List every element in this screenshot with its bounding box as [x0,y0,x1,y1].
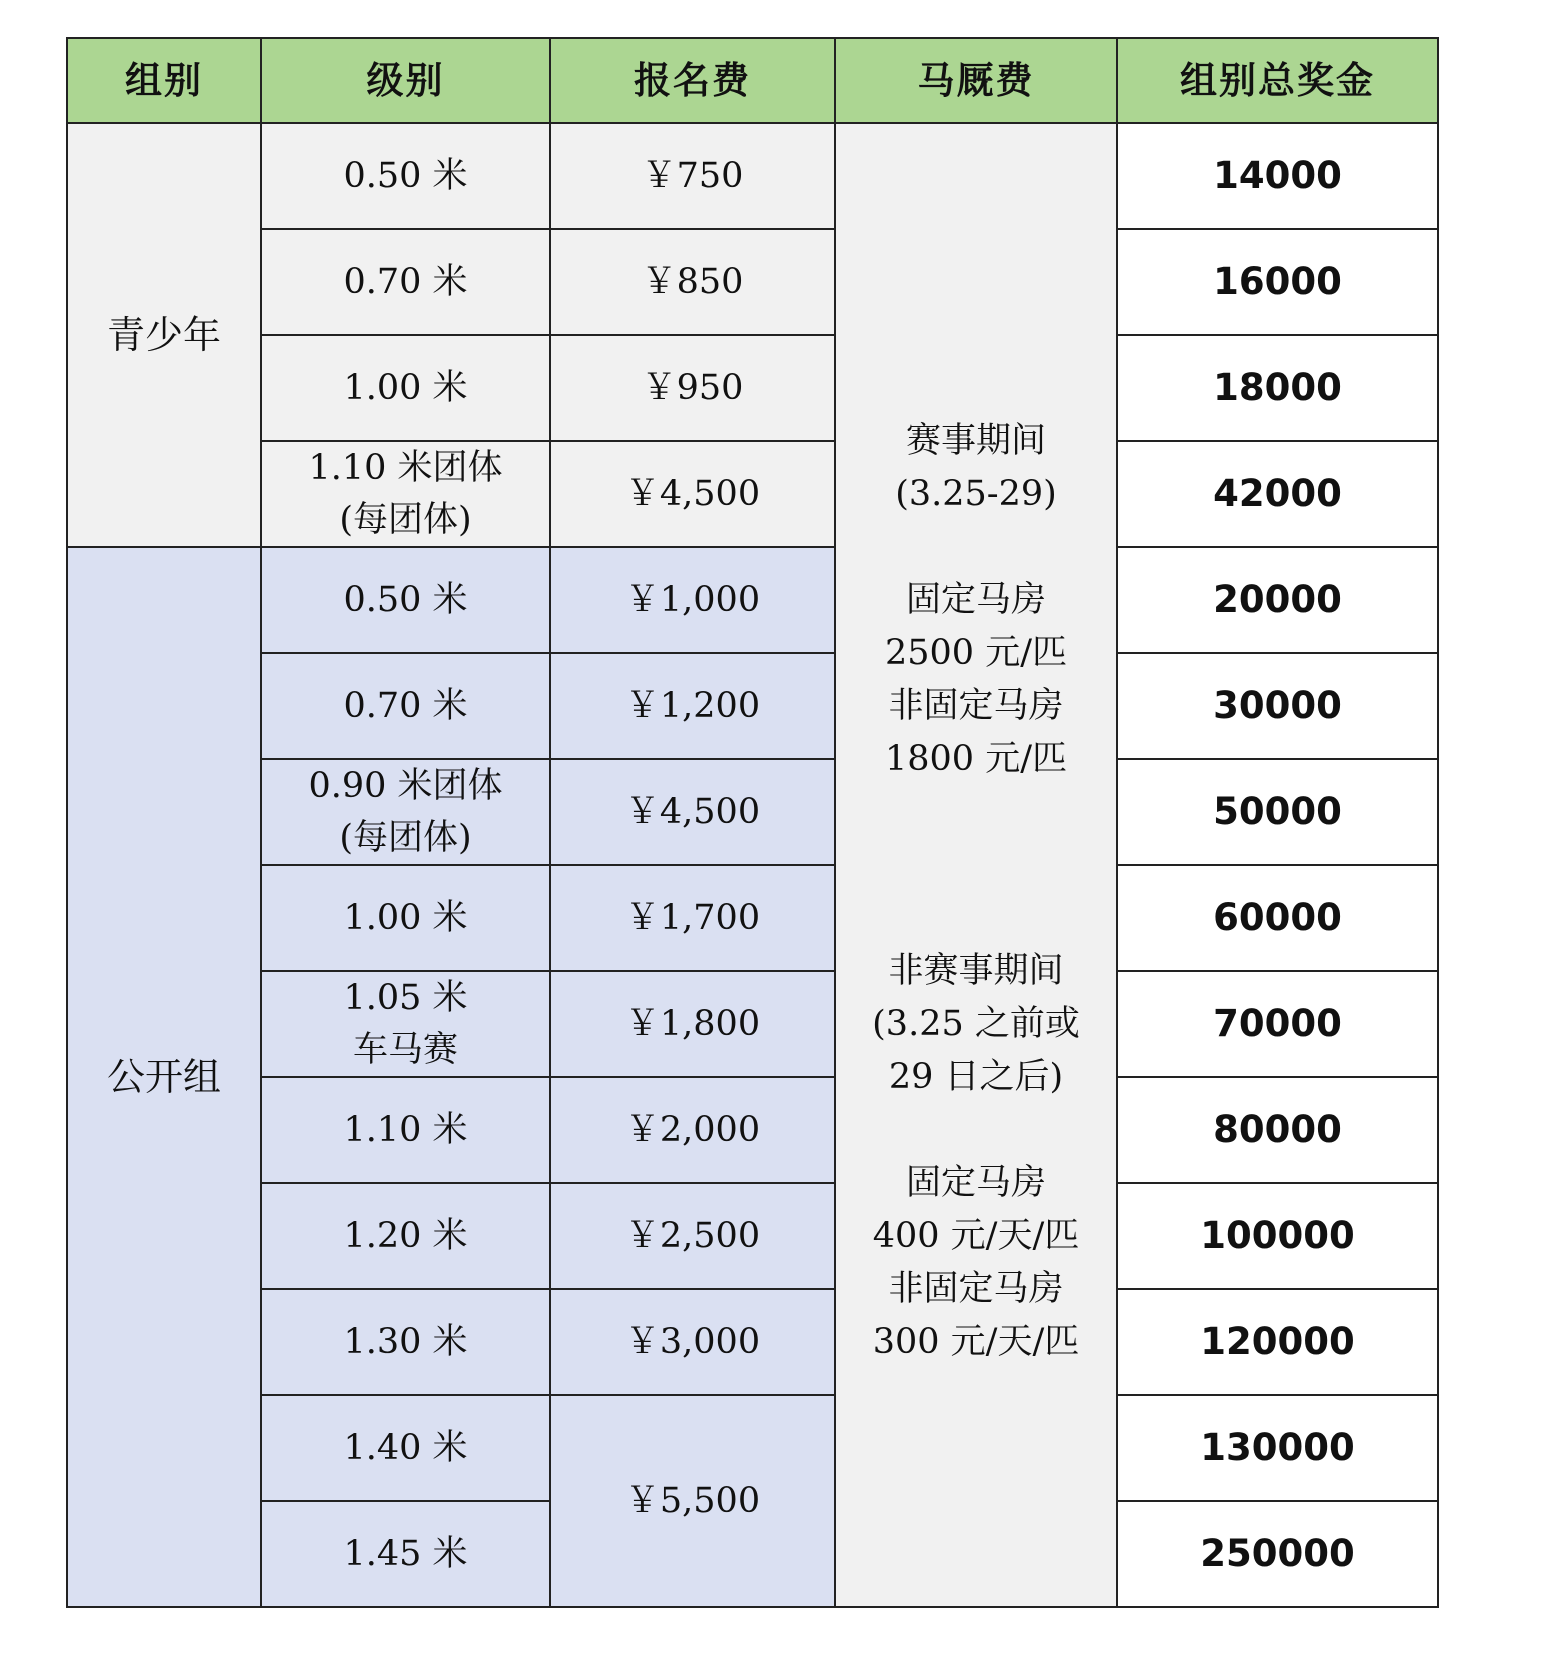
level-cell [261,759,550,865]
entry-fee-cell: ￥750 [550,123,835,229]
total-prize-cell: 30000 [1117,653,1438,759]
total-prize-cell: 16000 [1117,229,1438,335]
level-cell [261,441,550,547]
table-row [67,123,1438,229]
stable-during-fixed-price: 2500 元/匹 [885,632,1067,673]
entry-fee-cell: ￥1,700 [550,865,835,971]
total-prize-cell: 100000 [1117,1183,1438,1289]
stable-outside-fixed-label: 固定马房 [905,1162,1046,1203]
table-row [67,759,1438,865]
total-prize-cell: 70000 [1117,971,1438,1077]
stable-fee-cell [835,123,1117,1607]
stable-outside-nonfixed-label: 非固定马房 [888,1268,1064,1309]
total-prize-cell: 130000 [1117,1395,1438,1501]
header-stable-fee: 马厩费 [835,38,1117,123]
level-line-1: 0.90 米团体 [308,766,503,806]
level-cell: 1.45 米 [261,1501,550,1607]
level-cell: 0.70 米 [261,229,550,335]
table-row [67,335,1438,441]
stable-outside-dates-2: 29 日之后) [888,1056,1064,1097]
table-row [67,971,1438,1077]
table-row [67,1077,1438,1183]
header-group: 组别 [67,38,261,123]
entry-fee-cell: ￥950 [550,335,835,441]
table-row [67,547,1438,653]
entry-fee-cell: ￥850 [550,229,835,335]
entry-fee-cell: ￥3,000 [550,1289,835,1395]
table-row [67,653,1438,759]
entry-fee-cell: ￥1,800 [550,971,835,1077]
stable-outside-nonfixed-price: 300 元/天/匹 [872,1321,1080,1362]
header-total-prize: 组别总奖金 [1117,38,1438,123]
total-prize-cell: 250000 [1117,1501,1438,1607]
stable-during-nonfixed-label: 非固定马房 [888,685,1064,726]
level-line-1: 1.05 米 [343,978,468,1018]
total-prize-cell: 80000 [1117,1077,1438,1183]
stable-during-nonfixed-price: 1800 元/匹 [885,738,1067,779]
entry-fee-cell: ￥2,000 [550,1077,835,1183]
header-entry-fee: 报名费 [550,38,835,123]
entry-fee-cell: ￥4,500 [550,759,835,865]
fee-table [66,37,1439,1608]
table-header-row [67,38,1438,123]
group-cell-youth: 青少年 [67,123,261,547]
entry-fee-cell: ￥1,200 [550,653,835,759]
level-cell: 0.70 米 [261,653,550,759]
level-cell [261,971,550,1077]
stable-during-dates: (3.25-29) [895,473,1057,514]
total-prize-cell: 14000 [1117,123,1438,229]
level-line-2: (每团体) [339,500,472,540]
table-row [67,441,1438,547]
level-cell: 1.30 米 [261,1289,550,1395]
table-row [67,865,1438,971]
total-prize-cell: 42000 [1117,441,1438,547]
table-row [67,1395,1438,1501]
level-cell: 1.10 米 [261,1077,550,1183]
entry-fee-cell: ￥1,000 [550,547,835,653]
level-cell: 1.00 米 [261,335,550,441]
total-prize-cell: 20000 [1117,547,1438,653]
header-level: 级别 [261,38,550,123]
entry-fee-cell: ￥5,500 [550,1395,835,1607]
total-prize-cell: 18000 [1117,335,1438,441]
table-row [67,1183,1438,1289]
fee-table-container [66,37,1439,1608]
level-cell: 0.50 米 [261,123,550,229]
total-prize-cell: 120000 [1117,1289,1438,1395]
stable-outside-title: 非赛事期间 [888,950,1064,991]
stable-during-title: 赛事期间 [905,420,1046,461]
total-prize-cell: 60000 [1117,865,1438,971]
stable-outside-fixed-price: 400 元/天/匹 [872,1215,1080,1256]
table-row [67,229,1438,335]
level-line-1: 1.10 米团体 [308,448,503,488]
entry-fee-cell: ￥4,500 [550,441,835,547]
stable-during-fixed-label: 固定马房 [905,579,1046,620]
total-prize-cell: 50000 [1117,759,1438,865]
level-cell: 1.20 米 [261,1183,550,1289]
level-cell: 1.40 米 [261,1395,550,1501]
group-cell-open: 公开组 [67,547,261,1607]
level-cell: 0.50 米 [261,547,550,653]
level-line-2: 车马赛 [352,1030,458,1070]
level-cell: 1.00 米 [261,865,550,971]
table-row [67,1289,1438,1395]
level-line-2: (每团体) [339,818,472,858]
entry-fee-cell: ￥2,500 [550,1183,835,1289]
stable-outside-dates-1: (3.25 之前或 [872,1003,1080,1044]
